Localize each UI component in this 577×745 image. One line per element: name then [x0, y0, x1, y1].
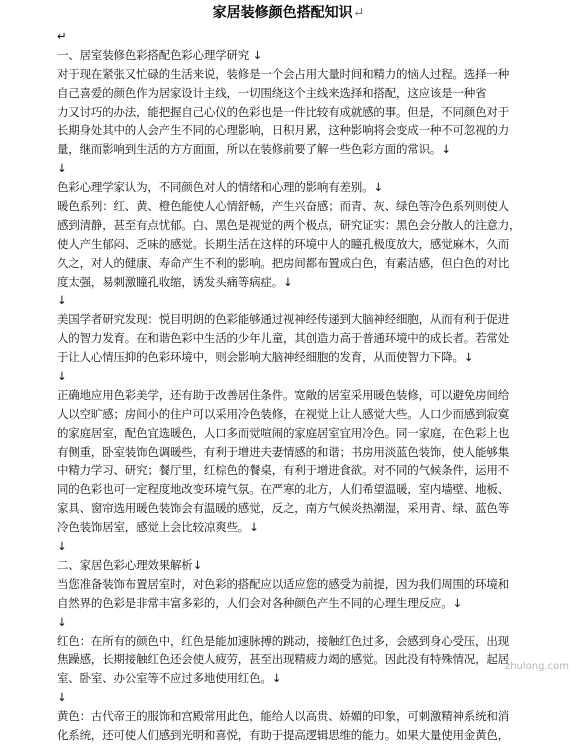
text-line: 自己喜爱的颜色作为居家设计主线，一切围绕这个主线来选择和搭配，这应该是一种省: [57, 85, 487, 100]
text-line: 对于现在紧张又忙碌的生活来说，装修是一个会占用大量时间和精力的恼人过程。选择一种: [57, 66, 509, 81]
text-line: 于让人心情压抑的色彩环境中，则会影响大脑神经细胞的发育，从而使智力下降。↓: [57, 350, 474, 365]
text-line: 自然界的色彩是非常丰富多彩的，人们会对各种颜色产生不同的心理生理反应。↓: [57, 595, 462, 610]
text-line: ↓: [57, 161, 67, 176]
text-line: 当您准备装饰布置居室时，对色彩的搭配应以适应您的感受为前提，因为我们周围的环境和: [57, 576, 509, 591]
text-line: 度太强，易刺激瞳孔收缩，诱发头痛等病症。↓: [57, 274, 293, 289]
page-title: [0, 3, 577, 23]
text-line: 人以空旷感；房间小的住户可以采用冷色装修，在视觉上让人感觉大些。人口少而感到寂寞: [57, 406, 509, 421]
text-line: 冷色装饰居室，感觉上会比较凉爽些。↓: [57, 520, 259, 535]
text-line: ↓: [57, 293, 67, 308]
text-line: 感到清静，甚至有点忧郁。白、黑色是视觉的两个极点，研究证实：黑色会分散人的注意力，: [57, 217, 521, 232]
paragraph-mark: ↵: [352, 5, 365, 21]
text-line: 的家庭居室，配色宜选暖色，人口多而觉喧闹的家庭居室宜用冷色。同一家庭，在色彩上也: [57, 425, 509, 440]
text-line: 一、居室装修色彩搭配色彩心理学研究 ↓: [57, 47, 262, 62]
text-line: 量，继而影响到生活的方方面面，所以在装修前要了解一些色彩方面的常识。↓: [57, 142, 451, 157]
text-line: 化系统，还可使人们感到光明和喜悦，有助于提高逻辑思维的能力。如果大量使用金黄色，: [57, 727, 509, 742]
text-line: ↓: [57, 614, 67, 629]
text-line: 同的色彩也可一定程度地改变环境气氛。在严寒的北方，人们希望温暖，室内墙壁、地板、: [57, 482, 509, 497]
text-line: 黄色：古代帝王的服饰和宫殿常用此色，能给人以高贵、娇媚的印象，可刺激精神系统和消: [57, 709, 509, 724]
text-line: ↓: [57, 690, 67, 705]
text-line: 长期身处其中的人会产生不同的心理影响，日积月累，这种影响将会变成一种不可忽视的力: [57, 123, 509, 138]
text-line: 焦躁感，长期接触红色还会使人疲劳，甚至出现精疲力竭的感觉。因此没有特殊情况，起居: [57, 652, 509, 667]
text-line: 家具、窗帘选用暖色装饰会有温暖的感觉，反之，南方气候炎热潮湿，采用青、绿、蓝色等: [57, 501, 509, 516]
text-line: 红色：在所有的颜色中，红色是能加速脉搏的跳动，接触红色过多，会感到身心受压，出现: [57, 633, 509, 648]
document-body: [57, 27, 570, 745]
text-line: 室、卧室、办公室等不应过多地使用红色。↓: [57, 671, 282, 686]
title-text: 家居装修颜色搭配知识: [212, 5, 353, 21]
text-line: 暖色系列：红、黄、橙色能使人心情舒畅，产生兴奋感；而青、灰、绿色等冷色系列则使人: [57, 199, 509, 214]
text-line: 有侧重，卧室装饰色调暖些，有利于增进夫妻情感的和谐；书房用淡蓝色装饰，使人能够集: [57, 444, 509, 459]
text-line: 人的智力发育。在和谐色彩中生活的少年儿童，其创造力高于普通环境中的成长者。若常处: [57, 331, 509, 346]
text-line: 久之，对人的健康、寿命产生不利的影响。把房间都布置成白色，有素洁感，但白色的对比: [57, 255, 509, 270]
text-line: 力又讨巧的办法，能把握自己心仪的色彩也是一件比较有成就感的事。但是，不同颜色对于: [57, 104, 509, 119]
text-line: 中精力学习、研究；餐厅里，红棕色的餐桌，有利于增进食欲。对不同的气候条件，运用不: [57, 463, 509, 478]
watermark: zhulong.com: [504, 661, 569, 672]
text-line: ↓: [57, 369, 67, 384]
text-line: 使人产生郁闷、乏味的感觉。长期生活在这样的环境中人的瞳孔极度放大，感觉麻木，久而: [57, 236, 509, 251]
text-line: 正确地应用色彩美学，还有助于改善居住条件。宽敞的居室采用暖色装修，可以避免房间给: [57, 387, 509, 402]
text-line: 二、家居色彩心理效果解析↓: [57, 557, 203, 572]
text-line: ↵: [57, 29, 67, 43]
text-line: 美国学者研究发现：悦目明朗的色彩能够通过视神经传递到大脑神经细胞，从而有利于促进: [57, 312, 509, 327]
text-line: 色彩心理学家认为，不同颜色对人的情绪和心理的影响有差别。↓: [57, 180, 383, 195]
text-line: ↓: [57, 539, 67, 554]
